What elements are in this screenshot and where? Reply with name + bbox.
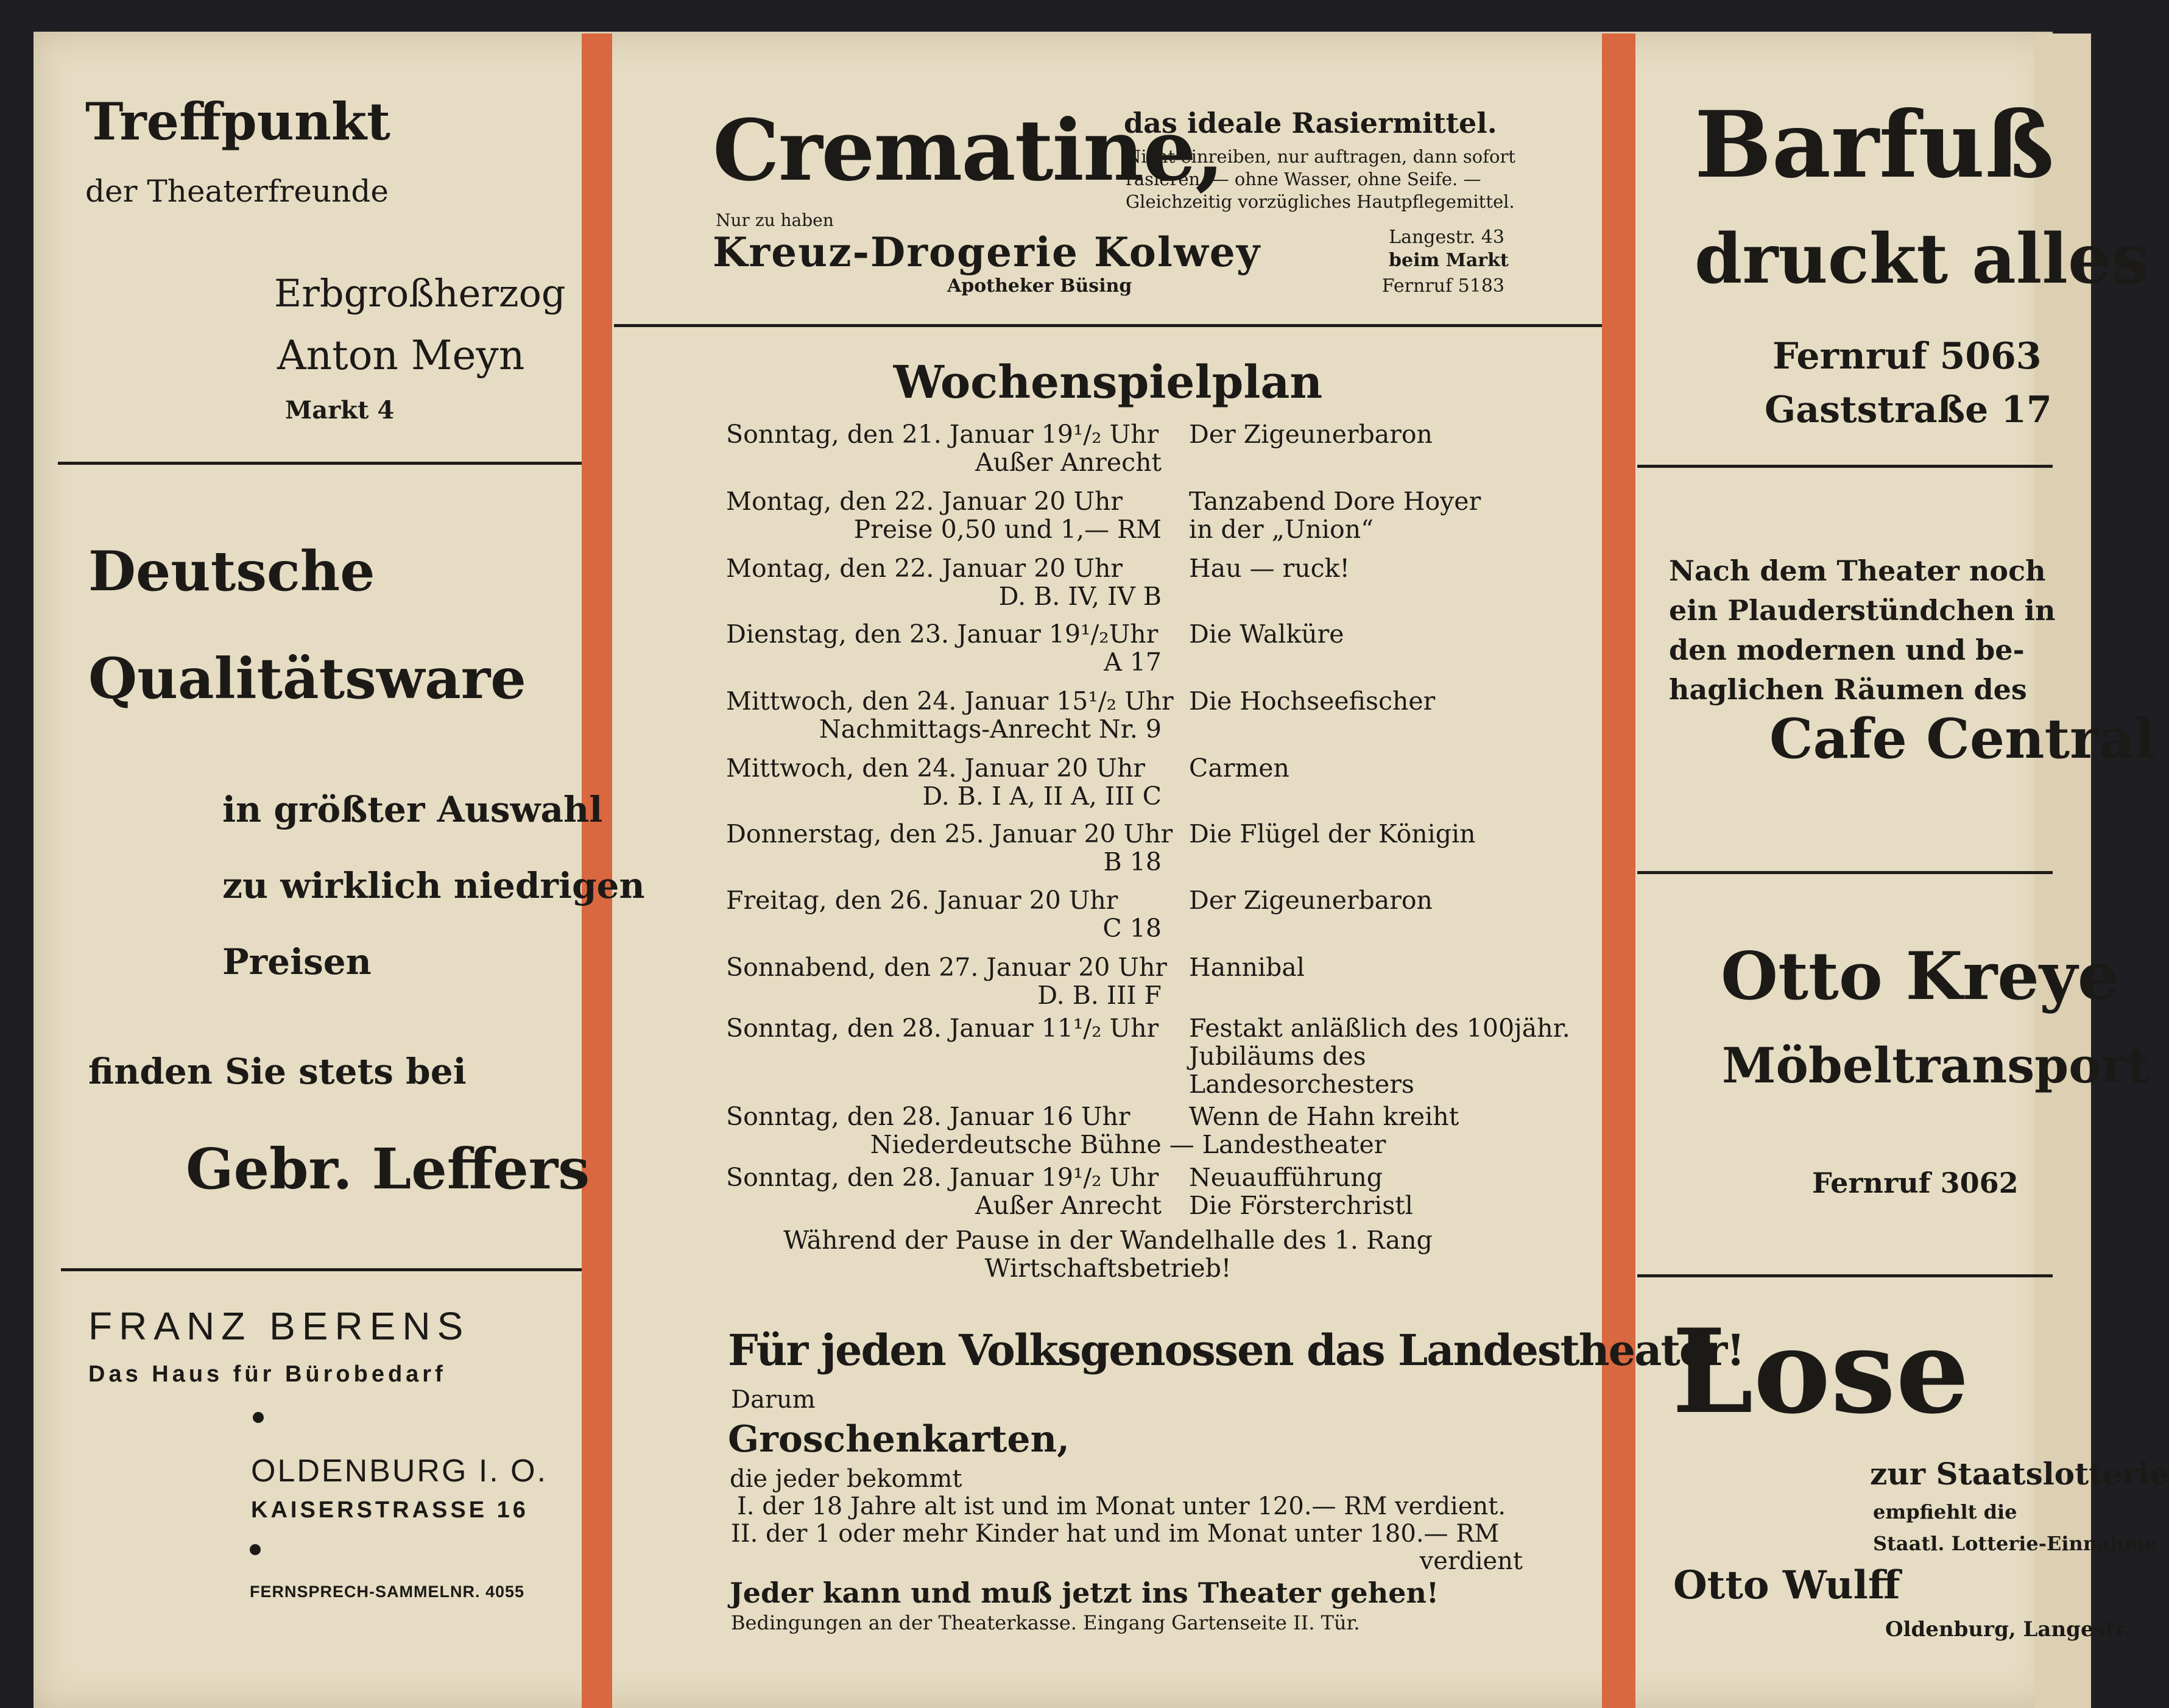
volk-condition-2: II. der 1 oder mehr Kinder hat und im Monat unter 180.— RM (731, 1520, 1500, 1548)
row-date: Mittwoch, den 24. Januar 20 Uhr (726, 753, 1145, 783)
drogerie-addr-2: beim Markt (1389, 250, 1509, 271)
drogerie-apotheker: Apotheker Büsing (947, 275, 1132, 297)
row-info: Außer Anrecht (975, 448, 1162, 477)
volk-headline: Für jeden Volksgenossen das Landestheater! (728, 1325, 1744, 1375)
row-date: Freitag, den 26. Januar 20 Uhr (726, 886, 1118, 915)
row-info: Preise 0,50 und 1,— RM (853, 515, 1162, 544)
bullet-dot (253, 1412, 264, 1423)
lose-staatl: Staatl. Lotterie-Einnahme (1873, 1532, 2157, 1555)
row-date: Montag, den 22. Januar 20 Uhr (726, 554, 1123, 583)
row-play-note: in der „Union“ (1189, 515, 1374, 544)
drogerie-addr-1: Langestr. 43 (1389, 227, 1504, 248)
row-date: Sonntag, den 21. Januar 19¹/₂ Uhr (726, 420, 1159, 449)
barfuss-name: Barfuß (1695, 91, 2054, 199)
row-info: Niederdeutsche Bühne — Landestheater (870, 1130, 1386, 1159)
divider-right-2 (1637, 871, 2053, 874)
volk-jeder: die jeder bekommt (730, 1465, 962, 1493)
divider-left-2 (61, 1268, 582, 1271)
kreye-phone: Fernruf 3062 (1812, 1166, 2019, 1199)
divider-left-1 (58, 462, 582, 465)
treffpunkt-address: Markt 4 (285, 396, 395, 425)
row-info: C 18 (1102, 914, 1162, 943)
volk-must: Jeder kann und muß jetzt ins Theater gehen! (730, 1576, 1439, 1609)
kreye-sub: Möbeltransport (1722, 1037, 2150, 1094)
drogerie-phone: Fernruf 5183 (1381, 275, 1504, 297)
berens-phone: FERNSPRECH-SAMMELNR. 4055 (250, 1583, 525, 1601)
row-play-note: Landesorchesters (1189, 1070, 1414, 1099)
crematine-brand: Crematine, (713, 101, 1224, 200)
row-info: D. B. IV, IV B (998, 582, 1162, 611)
drogerie-name: Kreuz-Drogerie Kolwey (713, 228, 1261, 276)
row-date: Montag, den 22. Januar 20 Uhr (726, 487, 1123, 516)
row-play-note: Die Försterchristl (1189, 1191, 1413, 1220)
row-info: D. B. I A, II A, III C (922, 782, 1162, 811)
lose-big: Lose (1672, 1304, 1970, 1439)
volk-condition-3: verdient (1419, 1547, 1523, 1575)
row-play-note: Jubiläums des (1189, 1042, 1366, 1071)
row-info: Nachmittags-Anrecht Nr. 9 (819, 715, 1162, 744)
row-play: Tanzabend Dore Hoyer (1189, 487, 1481, 516)
row-play: Neuaufführung (1189, 1163, 1383, 1192)
divider-center-1 (614, 324, 1602, 327)
lose-empfiehlt: empfiehlt die (1873, 1500, 2017, 1523)
leffers-line-3: in größter Auswahl (222, 789, 603, 830)
cafe-line-4: haglichen Räumen des (1669, 673, 2027, 706)
row-date: Sonntag, den 28. Januar 19¹/₂ Uhr (726, 1163, 1159, 1192)
volk-bedingungen: Bedingungen an der Theaterkasse. Eingang Gartenseite II. Tür. (731, 1611, 1360, 1634)
spielplan-pause-2: Wirtschaftsbetrieb! (984, 1254, 1232, 1283)
ad-lose-otto-wulff (1635, 1279, 2169, 1708)
kreye-name: Otto Kreye (1721, 938, 2120, 1015)
ad-cafe-central (1635, 469, 2156, 871)
volk-condition-1: I. der 18 Jahre alt ist und im Monat unter 120.— RM verdient. (737, 1492, 1506, 1520)
spielplan-pause-1: Während der Pause in der Wandelhalle des 1. Rang (783, 1226, 1433, 1255)
volk-darum: Darum (731, 1386, 816, 1414)
row-date: Mittwoch, den 24. Januar 15¹/₂ Uhr (726, 686, 1174, 716)
row-play: Wenn de Hahn kreiht (1189, 1102, 1459, 1131)
cafe-line-1: Nach dem Theater noch (1669, 554, 2046, 587)
divider-right-3 (1637, 1274, 2053, 1277)
leffers-line-2: Qualitätsware (88, 646, 526, 711)
cafe-name: Cafe Central (1769, 707, 2156, 771)
row-date: Donnerstag, den 25. Januar 20 Uhr (726, 819, 1173, 849)
row-play: Hau — ruck! (1189, 554, 1350, 583)
row-play: Die Hochseefischer (1189, 686, 1436, 716)
barfuss-street: Gaststraße 17 (1765, 389, 2052, 431)
cafe-line-3: den modernen und be- (1669, 633, 2025, 666)
ad-otto-kreye (1635, 877, 2150, 1273)
treffpunkt-name-2: Anton Meyn (277, 332, 525, 379)
treffpunkt-title: Treffpunkt (85, 91, 390, 152)
row-date: Dienstag, den 23. Januar 19¹/₂Uhr (726, 619, 1159, 649)
row-play: Der Zigeunerbaron (1189, 886, 1433, 915)
treffpunkt-name-1: Erbgroßherzog (274, 271, 566, 316)
row-play: Hannibal (1189, 953, 1305, 982)
row-play: Carmen (1189, 753, 1289, 783)
crematine-slogan: das ideale Rasiermittel. (1124, 107, 1497, 139)
berens-city: OLDENBURG I. O. (251, 1453, 548, 1489)
row-play: Festakt anläßlich des 100jähr. (1189, 1014, 1570, 1043)
row-info: D. B. III F (1037, 981, 1162, 1010)
row-info: B 18 (1103, 847, 1162, 877)
crematine-desc-3: Gleichzeitig vorzügliches Hautpflegemittel. (1126, 191, 1515, 212)
bullet-dot (250, 1544, 261, 1555)
leffers-line-1: Deutsche (88, 539, 375, 604)
barfuss-druckt: druckt alles (1695, 219, 2150, 299)
berens-name: FRANZ BERENS (88, 1304, 470, 1348)
leffers-line-5: Preisen (222, 941, 372, 983)
barfuss-phone: Fernruf 5063 (1772, 335, 2042, 378)
lose-owner: Otto Wulff (1673, 1562, 1900, 1608)
leffers-line-4: zu wirklich niedrigen (222, 865, 645, 906)
spielplan-title: Wochenspielplan (893, 356, 1323, 409)
lose-zur: zur Staatslotterie (1870, 1456, 2169, 1492)
row-date: Sonntag, den 28. Januar 16 Uhr (726, 1102, 1130, 1131)
crematine-desc-1: Nicht einreiben, nur auftragen, dann sofort (1126, 146, 1515, 167)
orange-column-stripe-right (1602, 34, 1635, 1708)
row-info: Außer Anrecht (975, 1191, 1162, 1220)
crematine-desc-2: rasieren, — ohne Wasser, ohne Seife. — (1126, 169, 1481, 189)
ad-barfuss (1635, 37, 2150, 451)
volk-groschenkarten: Groschenkarten, (728, 1418, 1070, 1461)
row-info: A 17 (1104, 648, 1162, 677)
treffpunkt-subtitle: der Theaterfreunde (85, 174, 389, 209)
leffers-name: Gebr. Leffers (186, 1136, 590, 1202)
row-date: Sonntag, den 28. Januar 11¹/₂ Uhr (726, 1014, 1159, 1043)
cafe-line-2: ein Plauderstündchen in (1669, 594, 2056, 627)
row-play: Die Walküre (1189, 619, 1344, 649)
berens-street: KAISERSTRASSE 16 (251, 1497, 529, 1523)
divider-right-1 (1637, 465, 2053, 468)
crematine-nur: Nur zu haben (716, 210, 834, 230)
lose-city: Oldenburg, Langestr. (1885, 1617, 2132, 1642)
row-play: Der Zigeunerbaron (1189, 420, 1433, 449)
berens-tagline: Das Haus für Bürobedarf (88, 1361, 446, 1387)
leffers-line-6: finden Sie stets bei (88, 1051, 467, 1092)
row-date: Sonnabend, den 27. Januar 20 Uhr (726, 953, 1167, 982)
row-play: Die Flügel der Königin (1189, 819, 1476, 849)
